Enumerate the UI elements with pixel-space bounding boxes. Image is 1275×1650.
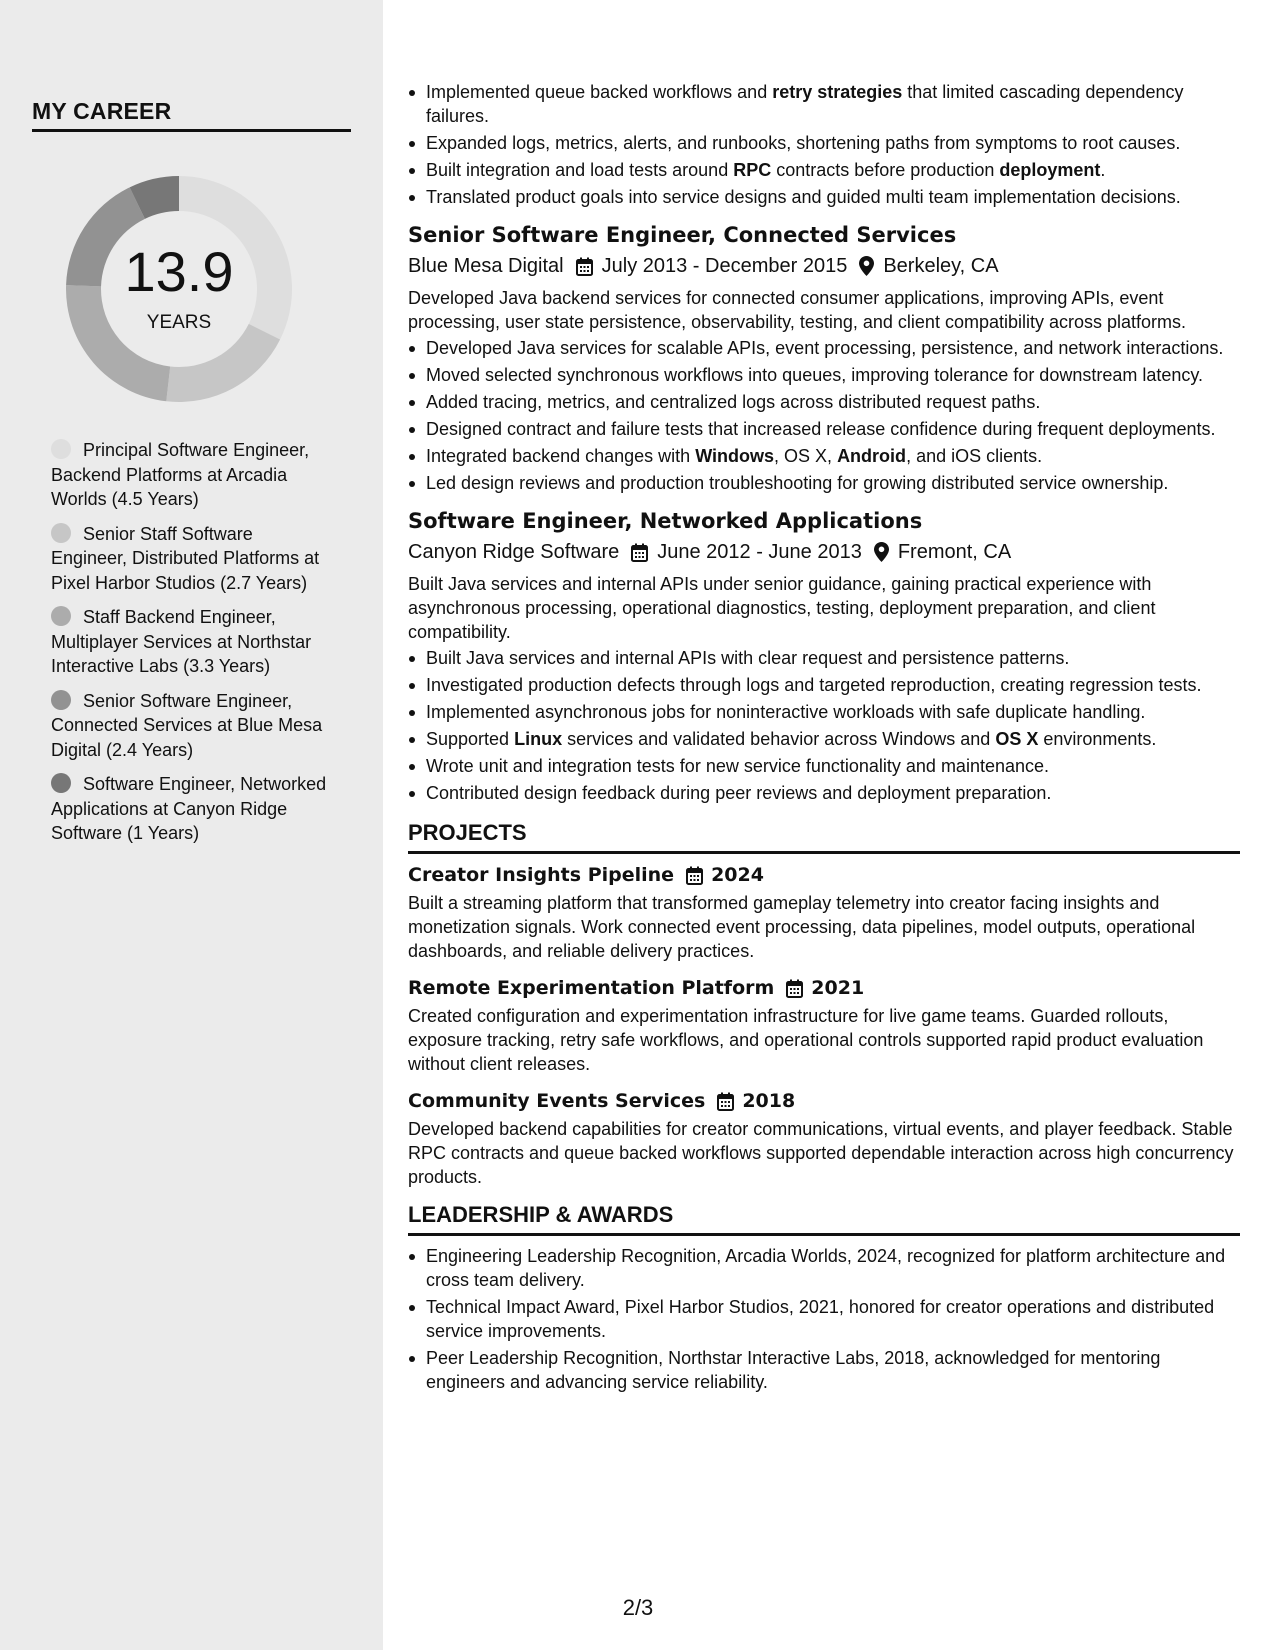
bullet-item: Led design reviews and production troubleshooting for growing distributed service ownership.	[408, 471, 1240, 495]
project-header	[408, 975, 1240, 1001]
calendar-icon	[786, 979, 803, 998]
calendar-icon	[717, 1092, 734, 1111]
bullet-item: Supported Linux services and validated behavior across Windows and OS X environments.	[408, 727, 1240, 751]
continued-job-bullets	[408, 80, 1240, 209]
bullet-item: Contributed design feedback during peer reviews and deployment preparation.	[408, 781, 1240, 805]
project-description: Developed backend capabilities for creator communications, virtual events, and player feedback. Stable RPC contracts and queue backed workflows supported dependable interaction across high concurrency products.	[408, 1119, 1234, 1187]
projects-list	[408, 862, 1240, 1189]
job-title: Software Engineer, Networked Applications	[408, 509, 923, 533]
leadership-heading: LEADERSHIP & AWARDS	[408, 1202, 674, 1227]
project-name: Remote Experimentation Platform	[408, 977, 775, 999]
legend-label: Staff Backend Engineer, Multiplayer Services at Northstar Interactive Labs (3.3 Years)	[51, 607, 312, 676]
bullet-item: Added tracing, metrics, and centralized logs across distributed request paths.	[408, 390, 1240, 414]
calendar-icon	[631, 543, 648, 562]
calendar-icon	[686, 866, 703, 885]
total-years-value: 13.9	[124, 240, 234, 303]
job-meta	[408, 252, 1240, 280]
job-entry	[408, 507, 1240, 805]
bullet-item: Developed Java services for scalable APIs, event processing, persistence, and network interactions.	[408, 336, 1240, 360]
career-sidebar	[0, 0, 383, 1650]
project-header	[408, 1088, 1240, 1114]
job-entry	[408, 221, 1240, 495]
legend-item	[51, 689, 333, 763]
donut-slice-2	[166, 324, 280, 402]
bullet-item: Integrated backend changes with Windows, OS X, Android, and iOS clients.	[408, 444, 1240, 468]
legend-label: Senior Software Engineer, Connected Services at Blue Mesa Digital (2.4 Years)	[51, 690, 323, 760]
project-year: 2024	[711, 864, 764, 886]
legend-label: Principal Software Engineer, Backend Platforms at Arcadia Worlds (4.5 Years)	[51, 440, 310, 509]
projects-heading: PROJECTS	[408, 820, 527, 845]
job-bullets	[408, 646, 1240, 805]
leadership-rule	[408, 1233, 1240, 1236]
job-company: Canyon Ridge Software	[408, 541, 620, 563]
bullet-item: Expanded logs, metrics, alerts, and runbooks, shortening paths from symptoms to root causes.	[408, 131, 1240, 155]
map-pin-icon	[859, 256, 874, 276]
legend-item	[51, 772, 333, 846]
legend-dot	[51, 690, 71, 710]
legend-item	[51, 522, 333, 596]
bullet-item: Built integration and load tests around RPC contracts before production deployment.	[408, 158, 1240, 182]
job-bullets	[408, 336, 1240, 495]
project-year: 2021	[811, 977, 865, 999]
projects-rule	[408, 851, 1240, 854]
bullet-item: Designed contract and failure tests that increased release confidence during frequent deployments.	[408, 417, 1240, 441]
project-header	[408, 862, 1240, 888]
project-name: Community Events Services	[408, 1090, 706, 1112]
project-entry	[408, 975, 1240, 1076]
job-company: Blue Mesa Digital	[408, 255, 564, 277]
project-entry	[408, 1088, 1240, 1189]
bullet-item: Peer Leadership Recognition, Northstar Interactive Labs, 2018, acknowledged for mentoring engineers and advancing service reliability.	[408, 1346, 1240, 1394]
legend-dot	[51, 606, 71, 626]
job-location: Fremont, CA	[897, 541, 1012, 563]
leadership-list	[408, 1244, 1240, 1394]
bullet-item: Technical Impact Award, Pixel Harbor Studios, 2021, honored for creator operations and distributed service improvements.	[408, 1295, 1240, 1343]
bullet-item: Implemented asynchronous jobs for noninteractive workloads with safe duplicate handling.	[408, 700, 1240, 724]
job-location: Berkeley, CA	[883, 255, 999, 277]
legend-dot	[51, 523, 71, 543]
map-pin-icon	[874, 542, 889, 562]
bullet-item: Investigated production defects through logs and targeted reproduction, creating regression tests.	[408, 673, 1240, 697]
bullet-item: Implemented queue backed workflows and retry strategies that limited cascading dependency failures.	[408, 80, 1240, 128]
job-dates: July 2013 - December 2015	[601, 255, 848, 277]
bullet-item: Moved selected synchronous workflows into queues, improving tolerance for downstream latency.	[408, 363, 1240, 387]
page-number: 2/3	[622, 1595, 654, 1620]
total-years-label: YEARS	[146, 312, 212, 333]
bullet-item: Wrote unit and integration tests for new service functionality and maintenance.	[408, 754, 1240, 778]
bullet-item: Built Java services and internal APIs with clear request and persistence patterns.	[408, 646, 1240, 670]
project-entry	[408, 862, 1240, 963]
project-year: 2018	[742, 1090, 796, 1112]
job-dates: June 2012 - June 2013	[657, 541, 862, 563]
legend-item	[51, 605, 333, 679]
career-title: MY CAREER	[32, 98, 172, 124]
calendar-icon	[576, 257, 593, 276]
job-meta	[408, 538, 1240, 566]
job-title: Senior Software Engineer, Connected Services	[408, 223, 957, 247]
legend-label: Senior Staff Software Engineer, Distributed Platforms at Pixel Harbor Studios (2.7 Years)	[51, 523, 320, 593]
job-description: Developed Java backend services for connected consumer applications, improving APIs, event processing, user state persistence, observability, testing, and client compatibility across platforms.	[408, 288, 1187, 332]
job-description: Built Java services and internal APIs under senior guidance, gaining practical experience with asynchronous processing, operational diagnostics, testing, deployment preparation, and client compatibility.	[408, 574, 1156, 642]
experience-list	[408, 221, 1240, 805]
project-description: Built a streaming platform that transformed gameplay telemetry into creator facing insights and monetization signals. Work connected event processing, data pipelines, model outputs, operational dashboards, and reliable delivery practices.	[408, 893, 1196, 961]
legend-dot	[51, 439, 71, 459]
bullet-item: Translated product goals into service designs and guided multi team implementation decisions.	[408, 185, 1240, 209]
resume-main	[408, 80, 1240, 1397]
legend-label: Software Engineer, Networked Applications at Canyon Ridge Software (1 Years)	[51, 774, 327, 843]
project-name: Creator Insights Pipeline	[408, 864, 675, 886]
project-description: Created configuration and experimentation infrastructure for live game teams. Guarded rollouts, exposure tracking, retry safe workflows, and operational controls supported rapid product evaluation without client releases.	[408, 1006, 1204, 1074]
legend-item	[51, 438, 333, 512]
career-legend	[51, 438, 333, 856]
career-title-rule	[32, 129, 351, 132]
bullet-item: Engineering Leadership Recognition, Arcadia Worlds, 2024, recognized for platform architecture and cross team delivery.	[408, 1244, 1240, 1292]
legend-dot	[51, 773, 71, 793]
